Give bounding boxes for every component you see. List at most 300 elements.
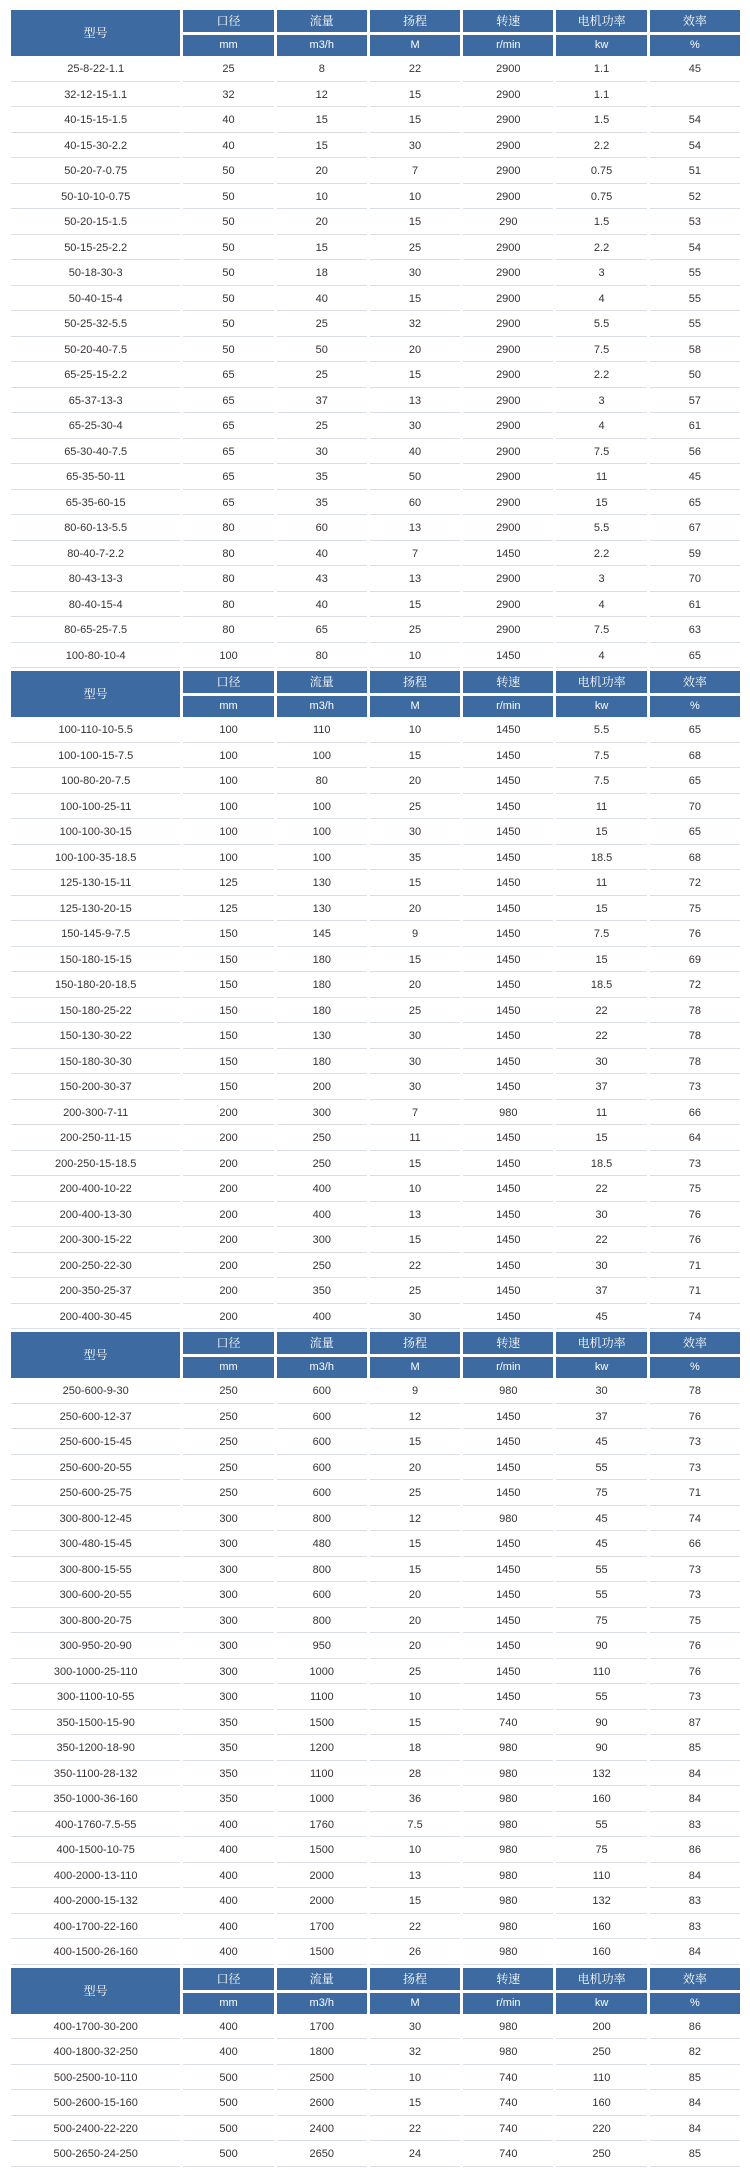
cell-efficiency: 84 <box>650 1942 740 1965</box>
cell-caliber: 65 <box>183 493 273 516</box>
cell-caliber: 300 <box>183 1636 273 1659</box>
cell-efficiency: 45 <box>650 59 740 82</box>
cell-model: 400-1500-10-75 <box>11 1840 180 1863</box>
cell-model: 80-65-25-7.5 <box>11 620 180 643</box>
cell-head: 18 <box>370 1738 460 1761</box>
cell-efficiency: 56 <box>650 442 740 465</box>
cell-head: 13 <box>370 391 460 414</box>
cell-caliber: 40 <box>183 110 273 133</box>
cell-power: 7.5 <box>556 924 646 947</box>
cell-power: 4 <box>556 595 646 618</box>
cell-flow: 40 <box>277 544 367 567</box>
cell-flow: 50 <box>277 340 367 363</box>
cell-caliber: 50 <box>183 289 273 312</box>
cell-model: 80-40-7-2.2 <box>11 544 180 567</box>
cell-speed: 740 <box>463 2119 553 2142</box>
unit-speed: r/min <box>463 696 553 717</box>
cell-speed: 1450 <box>463 950 553 973</box>
cell-head: 7 <box>370 544 460 567</box>
cell-caliber: 500 <box>183 2119 273 2142</box>
cell-flow: 12 <box>277 85 367 108</box>
cell-speed: 980 <box>463 1381 553 1404</box>
cell-model: 200-250-11-15 <box>11 1128 180 1151</box>
cell-flow: 1100 <box>277 1687 367 1710</box>
cell-speed: 1450 <box>463 1230 553 1253</box>
cell-speed: 980 <box>463 1840 553 1863</box>
cell-flow: 180 <box>277 1052 367 1075</box>
cell-speed: 740 <box>463 2068 553 2091</box>
cell-caliber: 250 <box>183 1407 273 1430</box>
cell-speed: 1450 <box>463 822 553 845</box>
cell-speed: 2900 <box>463 238 553 261</box>
table-row <box>11 136 740 159</box>
cell-head: 36 <box>370 1789 460 1812</box>
table-row <box>11 1738 740 1761</box>
cell-power: 90 <box>556 1738 646 1761</box>
cell-caliber: 300 <box>183 1585 273 1608</box>
cell-power: 45 <box>556 1307 646 1330</box>
cell-efficiency: 76 <box>650 1407 740 1430</box>
cell-flow: 35 <box>277 493 367 516</box>
cell-caliber: 300 <box>183 1611 273 1634</box>
cell-model: 100-110-10-5.5 <box>11 720 180 743</box>
cell-head: 15 <box>370 110 460 133</box>
cell-efficiency: 78 <box>650 1052 740 1075</box>
header-flow: 流量 <box>277 671 367 693</box>
cell-model: 500-2400-22-220 <box>11 2119 180 2142</box>
table-row <box>11 2068 740 2091</box>
cell-head: 15 <box>370 1891 460 1914</box>
cell-power: 4 <box>556 416 646 439</box>
cell-speed: 290 <box>463 212 553 235</box>
cell-flow: 2600 <box>277 2093 367 2116</box>
cell-model: 150-145-9-7.5 <box>11 924 180 947</box>
table-row <box>11 848 740 871</box>
cell-efficiency: 73 <box>650 1154 740 1177</box>
cell-efficiency: 71 <box>650 1256 740 1279</box>
unit-speed: r/min <box>463 1357 553 1378</box>
cell-caliber: 300 <box>183 1687 273 1710</box>
cell-head: 15 <box>370 1713 460 1736</box>
cell-model: 50-20-7-0.75 <box>11 161 180 184</box>
cell-head: 10 <box>370 2068 460 2091</box>
cell-power: 250 <box>556 2144 646 2167</box>
cell-efficiency: 84 <box>650 1789 740 1812</box>
header-head: 扬程 <box>370 1332 460 1354</box>
table-row <box>11 85 740 108</box>
cell-efficiency: 75 <box>650 1611 740 1634</box>
cell-head: 22 <box>370 1917 460 1940</box>
cell-head: 15 <box>370 595 460 618</box>
cell-efficiency: 55 <box>650 289 740 312</box>
section-header-row <box>11 10 740 32</box>
unit-flow: m3/h <box>277 1993 367 2014</box>
cell-power: 220 <box>556 2119 646 2142</box>
cell-flow: 400 <box>277 1205 367 1228</box>
cell-flow: 180 <box>277 1001 367 1024</box>
pump-spec-table <box>8 7 743 2170</box>
table-row <box>11 1281 740 1304</box>
cell-model: 200-350-25-37 <box>11 1281 180 1304</box>
header-speed: 转速 <box>463 1968 553 1990</box>
cell-model: 150-180-15-15 <box>11 950 180 973</box>
cell-speed: 1450 <box>463 1662 553 1685</box>
cell-efficiency: 85 <box>650 2068 740 2091</box>
cell-model: 80-43-13-3 <box>11 569 180 592</box>
cell-power: 2.2 <box>556 544 646 567</box>
cell-power: 30 <box>556 1256 646 1279</box>
table-row <box>11 924 740 947</box>
cell-power: 3 <box>556 263 646 286</box>
cell-caliber: 80 <box>183 544 273 567</box>
cell-caliber: 50 <box>183 187 273 210</box>
cell-efficiency: 65 <box>650 720 740 743</box>
cell-flow: 250 <box>277 1128 367 1151</box>
cell-model: 65-25-15-2.2 <box>11 365 180 388</box>
cell-flow: 250 <box>277 1256 367 1279</box>
cell-power: 30 <box>556 1052 646 1075</box>
table-row <box>11 771 740 794</box>
cell-efficiency: 84 <box>650 2119 740 2142</box>
cell-head: 25 <box>370 238 460 261</box>
cell-head: 7 <box>370 161 460 184</box>
header-flow: 流量 <box>277 1332 367 1354</box>
cell-model: 400-1500-26-160 <box>11 1942 180 1965</box>
cell-head: 30 <box>370 822 460 845</box>
cell-speed: 980 <box>463 1764 553 1787</box>
cell-head: 15 <box>370 85 460 108</box>
cell-flow: 600 <box>277 1458 367 1481</box>
cell-head: 9 <box>370 924 460 947</box>
cell-flow: 130 <box>277 873 367 896</box>
cell-model: 65-37-13-3 <box>11 391 180 414</box>
cell-model: 300-800-20-75 <box>11 1611 180 1634</box>
table-row <box>11 544 740 567</box>
cell-power: 132 <box>556 1891 646 1914</box>
cell-speed: 1450 <box>463 1407 553 1430</box>
cell-power: 15 <box>556 1128 646 1151</box>
unit-caliber: mm <box>183 1993 273 2014</box>
header-head: 扬程 <box>370 671 460 693</box>
table-row <box>11 2017 740 2040</box>
cell-efficiency: 73 <box>650 1432 740 1455</box>
cell-head: 10 <box>370 1179 460 1202</box>
unit-caliber: mm <box>183 696 273 717</box>
cell-speed: 740 <box>463 1713 553 1736</box>
header-flow: 流量 <box>277 10 367 32</box>
cell-caliber: 300 <box>183 1560 273 1583</box>
cell-caliber: 125 <box>183 873 273 896</box>
cell-head: 40 <box>370 442 460 465</box>
cell-caliber: 25 <box>183 59 273 82</box>
cell-efficiency: 65 <box>650 493 740 516</box>
table-row <box>11 416 740 439</box>
cell-flow: 600 <box>277 1432 367 1455</box>
cell-model: 400-1800-32-250 <box>11 2042 180 2065</box>
cell-flow: 180 <box>277 950 367 973</box>
cell-model: 50-40-15-4 <box>11 289 180 312</box>
cell-power: 160 <box>556 1917 646 1940</box>
cell-model: 250-600-12-37 <box>11 1407 180 1430</box>
header-model: 型号 <box>11 671 180 717</box>
cell-caliber: 65 <box>183 391 273 414</box>
cell-power: 30 <box>556 1205 646 1228</box>
cell-caliber: 200 <box>183 1307 273 1330</box>
cell-flow: 15 <box>277 238 367 261</box>
cell-model: 40-15-30-2.2 <box>11 136 180 159</box>
cell-head: 25 <box>370 620 460 643</box>
cell-head: 20 <box>370 975 460 998</box>
cell-head: 30 <box>370 1052 460 1075</box>
cell-power: 7.5 <box>556 340 646 363</box>
table-row <box>11 1128 740 1151</box>
cell-power: 160 <box>556 2093 646 2116</box>
cell-power: 11 <box>556 797 646 820</box>
cell-head: 30 <box>370 1307 460 1330</box>
cell-efficiency: 63 <box>650 620 740 643</box>
cell-model: 40-15-15-1.5 <box>11 110 180 133</box>
cell-caliber: 65 <box>183 467 273 490</box>
cell-model: 200-300-7-11 <box>11 1103 180 1126</box>
table-row <box>11 899 740 922</box>
cell-model: 100-100-30-15 <box>11 822 180 845</box>
cell-model: 350-1500-15-90 <box>11 1713 180 1736</box>
cell-head: 15 <box>370 365 460 388</box>
cell-model: 100-80-10-4 <box>11 646 180 669</box>
table-row <box>11 340 740 363</box>
cell-power: 160 <box>556 1789 646 1812</box>
cell-efficiency: 73 <box>650 1560 740 1583</box>
header-power: 电机功率 <box>556 1968 646 1990</box>
cell-efficiency: 73 <box>650 1077 740 1100</box>
cell-speed: 980 <box>463 1815 553 1838</box>
table-row <box>11 620 740 643</box>
cell-speed: 1450 <box>463 1026 553 1049</box>
table-row <box>11 1815 740 1838</box>
cell-caliber: 32 <box>183 85 273 108</box>
cell-power: 3 <box>556 391 646 414</box>
cell-flow: 18 <box>277 263 367 286</box>
cell-speed: 2900 <box>463 493 553 516</box>
cell-head: 10 <box>370 187 460 210</box>
cell-power: 37 <box>556 1407 646 1430</box>
cell-head: 13 <box>370 569 460 592</box>
cell-efficiency: 76 <box>650 924 740 947</box>
cell-speed: 1450 <box>463 1432 553 1455</box>
cell-efficiency: 67 <box>650 518 740 541</box>
cell-efficiency: 76 <box>650 1205 740 1228</box>
cell-model: 250-600-20-55 <box>11 1458 180 1481</box>
unit-head: M <box>370 1993 460 2014</box>
cell-flow: 80 <box>277 771 367 794</box>
cell-caliber: 65 <box>183 416 273 439</box>
table-row <box>11 1407 740 1430</box>
cell-efficiency: 55 <box>650 263 740 286</box>
cell-model: 200-300-15-22 <box>11 1230 180 1253</box>
cell-power: 4 <box>556 646 646 669</box>
table-row <box>11 1052 740 1075</box>
header-caliber: 口径 <box>183 671 273 693</box>
table-row <box>11 1001 740 1024</box>
cell-power: 110 <box>556 2068 646 2091</box>
cell-power: 250 <box>556 2042 646 2065</box>
cell-model: 25-8-22-1.1 <box>11 59 180 82</box>
cell-head: 13 <box>370 518 460 541</box>
cell-power: 1.5 <box>556 110 646 133</box>
cell-caliber: 200 <box>183 1256 273 1279</box>
cell-model: 50-20-15-1.5 <box>11 212 180 235</box>
cell-speed: 1450 <box>463 1585 553 1608</box>
table-row <box>11 1866 740 1889</box>
unit-efficiency: % <box>650 35 740 56</box>
cell-model: 65-30-40-7.5 <box>11 442 180 465</box>
cell-caliber: 350 <box>183 1713 273 1736</box>
cell-flow: 37 <box>277 391 367 414</box>
cell-model: 200-250-22-30 <box>11 1256 180 1279</box>
cell-head: 10 <box>370 646 460 669</box>
cell-power: 45 <box>556 1534 646 1557</box>
cell-caliber: 500 <box>183 2093 273 2116</box>
table-row <box>11 187 740 210</box>
cell-caliber: 200 <box>183 1128 273 1151</box>
cell-caliber: 125 <box>183 899 273 922</box>
cell-efficiency: 58 <box>650 340 740 363</box>
header-model: 型号 <box>11 1332 180 1378</box>
cell-model: 100-100-25-11 <box>11 797 180 820</box>
unit-flow: m3/h <box>277 35 367 56</box>
table-row <box>11 1687 740 1710</box>
cell-efficiency: 83 <box>650 1917 740 1940</box>
cell-head: 15 <box>370 2093 460 2116</box>
cell-caliber: 200 <box>183 1205 273 1228</box>
cell-speed: 980 <box>463 1891 553 1914</box>
cell-head: 60 <box>370 493 460 516</box>
cell-flow: 600 <box>277 1381 367 1404</box>
cell-caliber: 400 <box>183 2042 273 2065</box>
cell-power: 1.5 <box>556 212 646 235</box>
cell-model: 400-1700-22-160 <box>11 1917 180 1940</box>
cell-speed: 2900 <box>463 391 553 414</box>
table-row <box>11 1179 740 1202</box>
header-caliber: 口径 <box>183 1968 273 1990</box>
table-row <box>11 1585 740 1608</box>
table-row <box>11 1154 740 1177</box>
cell-head: 10 <box>370 1840 460 1863</box>
cell-speed: 2900 <box>463 340 553 363</box>
cell-speed: 980 <box>463 2042 553 2065</box>
cell-model: 200-400-13-30 <box>11 1205 180 1228</box>
cell-efficiency: 75 <box>650 1179 740 1202</box>
unit-speed: r/min <box>463 1993 553 2014</box>
cell-efficiency: 82 <box>650 2042 740 2065</box>
cell-caliber: 150 <box>183 1077 273 1100</box>
unit-power: kw <box>556 696 646 717</box>
cell-flow: 15 <box>277 136 367 159</box>
cell-efficiency: 75 <box>650 899 740 922</box>
cell-caliber: 200 <box>183 1103 273 1126</box>
cell-speed: 980 <box>463 2017 553 2040</box>
cell-efficiency: 86 <box>650 2017 740 2040</box>
cell-power: 5.5 <box>556 314 646 337</box>
cell-speed: 980 <box>463 1942 553 1965</box>
cell-efficiency: 70 <box>650 569 740 592</box>
unit-head: M <box>370 35 460 56</box>
cell-power: 1.1 <box>556 85 646 108</box>
cell-caliber: 250 <box>183 1432 273 1455</box>
cell-power: 15 <box>556 822 646 845</box>
cell-speed: 2900 <box>463 620 553 643</box>
cell-model: 100-100-15-7.5 <box>11 746 180 769</box>
cell-model: 65-35-50-11 <box>11 467 180 490</box>
table-row <box>11 1636 740 1659</box>
cell-model: 350-1200-18-90 <box>11 1738 180 1761</box>
cell-caliber: 100 <box>183 771 273 794</box>
cell-power: 55 <box>556 1560 646 1583</box>
cell-efficiency: 73 <box>650 1687 740 1710</box>
unit-efficiency: % <box>650 1357 740 1378</box>
cell-speed: 1450 <box>463 771 553 794</box>
cell-speed: 2900 <box>463 187 553 210</box>
cell-caliber: 200 <box>183 1154 273 1177</box>
cell-speed: 1450 <box>463 1179 553 1202</box>
cell-head: 15 <box>370 1432 460 1455</box>
cell-head: 25 <box>370 797 460 820</box>
table-row <box>11 1509 740 1532</box>
cell-power: 45 <box>556 1432 646 1455</box>
cell-head: 30 <box>370 1026 460 1049</box>
cell-model: 150-180-20-18.5 <box>11 975 180 998</box>
cell-efficiency <box>650 85 740 108</box>
cell-power: 7.5 <box>556 620 646 643</box>
cell-head: 20 <box>370 340 460 363</box>
cell-caliber: 400 <box>183 1942 273 1965</box>
cell-speed: 980 <box>463 1789 553 1812</box>
cell-power: 75 <box>556 1840 646 1863</box>
header-speed: 转速 <box>463 1332 553 1354</box>
cell-speed: 2900 <box>463 161 553 184</box>
unit-caliber: mm <box>183 35 273 56</box>
unit-head: M <box>370 696 460 717</box>
cell-head: 32 <box>370 314 460 337</box>
cell-caliber: 300 <box>183 1509 273 1532</box>
cell-efficiency: 74 <box>650 1307 740 1330</box>
cell-power: 2.2 <box>556 238 646 261</box>
pump-spec-table-body <box>11 10 740 2167</box>
cell-model: 50-18-30-3 <box>11 263 180 286</box>
cell-flow: 400 <box>277 1179 367 1202</box>
cell-flow: 1800 <box>277 2042 367 2065</box>
cell-head: 15 <box>370 873 460 896</box>
cell-flow: 1760 <box>277 1815 367 1838</box>
cell-model: 80-40-15-4 <box>11 595 180 618</box>
cell-caliber: 150 <box>183 924 273 947</box>
cell-efficiency: 78 <box>650 1026 740 1049</box>
table-row <box>11 1942 740 1965</box>
cell-efficiency: 51 <box>650 161 740 184</box>
cell-power: 15 <box>556 493 646 516</box>
cell-head: 32 <box>370 2042 460 2065</box>
header-head: 扬程 <box>370 1968 460 1990</box>
header-flow: 流量 <box>277 1968 367 1990</box>
cell-efficiency: 45 <box>650 467 740 490</box>
cell-model: 250-600-9-30 <box>11 1381 180 1404</box>
cell-power: 11 <box>556 467 646 490</box>
cell-head: 15 <box>370 1534 460 1557</box>
cell-model: 250-600-15-45 <box>11 1432 180 1455</box>
cell-efficiency: 52 <box>650 187 740 210</box>
cell-flow: 180 <box>277 975 367 998</box>
cell-flow: 110 <box>277 720 367 743</box>
